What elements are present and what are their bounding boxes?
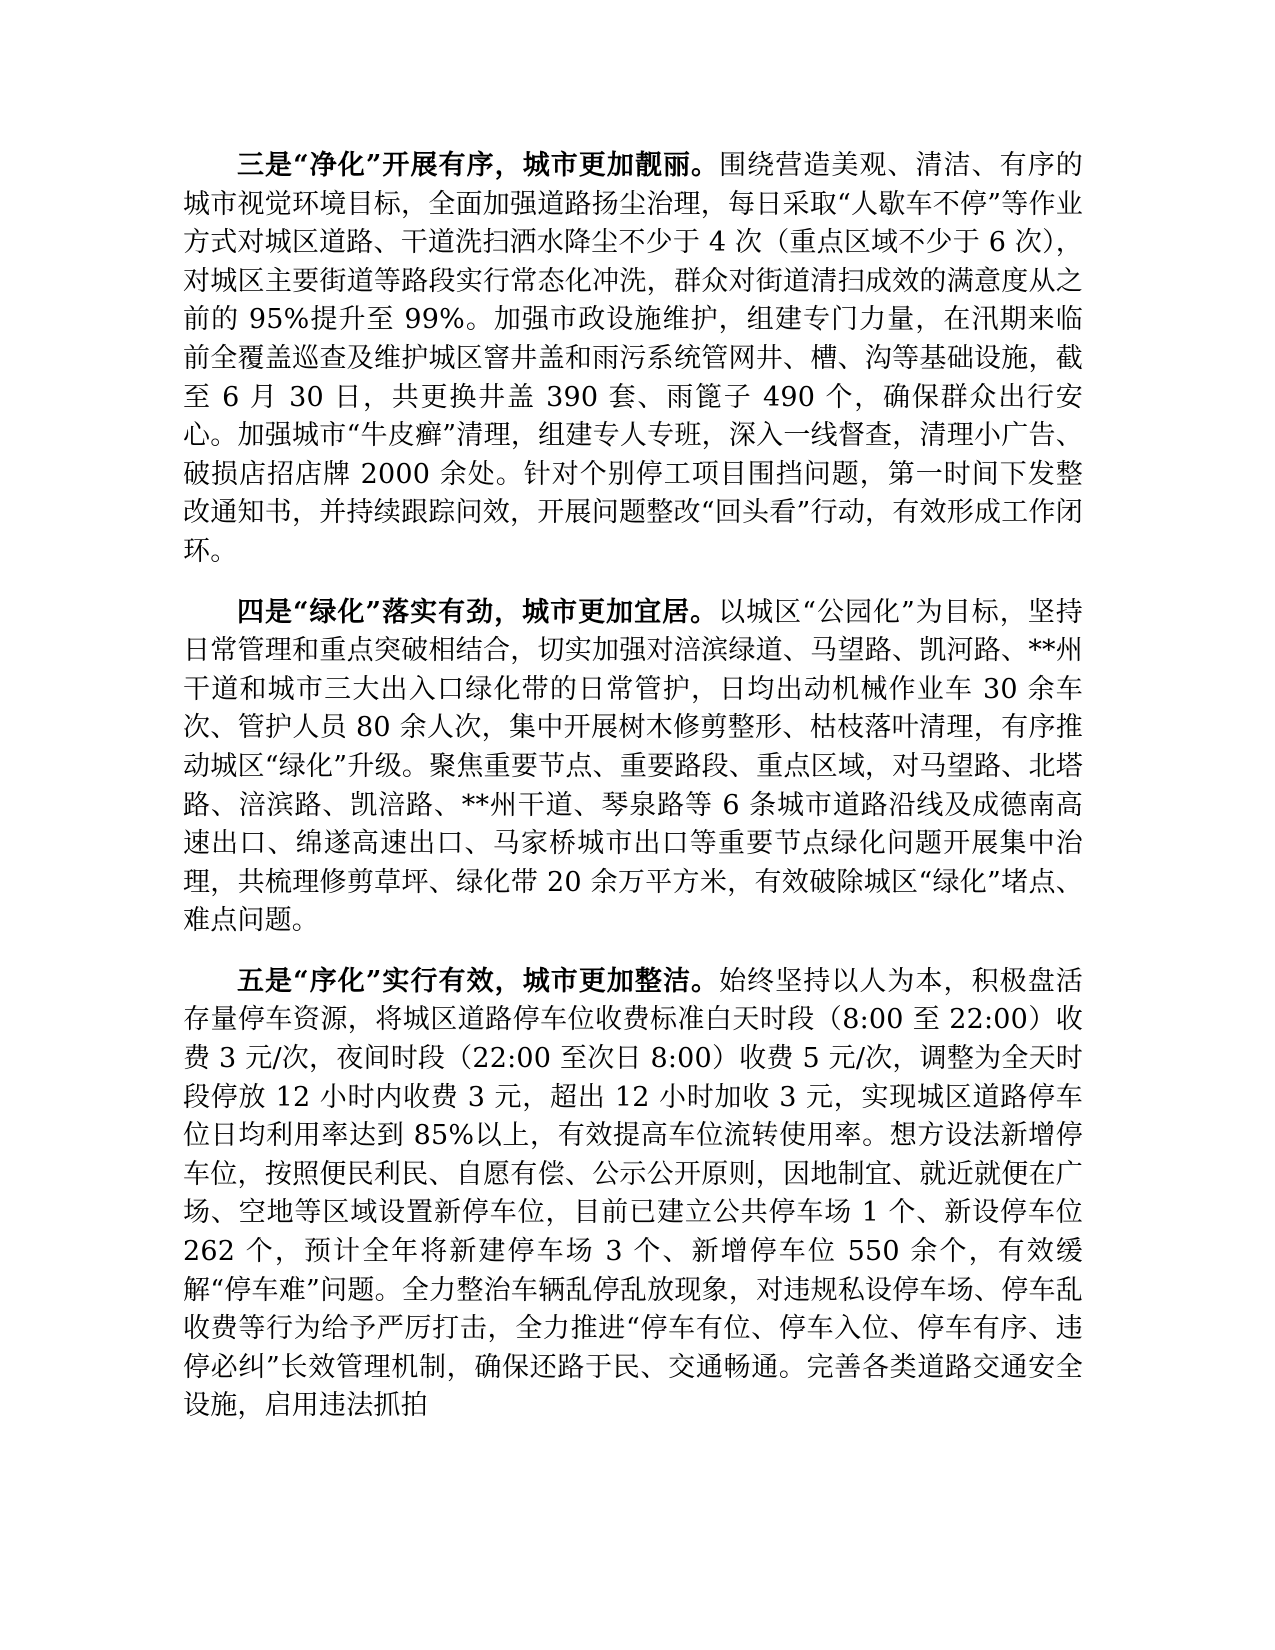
paragraph-heading: 三是“净化”开展有序，城市更加靓丽。 [237,150,720,181]
paragraph-purification [183,147,1083,572]
paragraph-body: 以城区“公园化”为目标，坚持日常管理和重点突破相结合，切实加强对涪滨绿道、马望路、凯河路、**州干道和城市三大出入口绿化带的日常管护，日均出动机械作业车 30 余车次、管护人员 80 余人次，集中开展树木修剪整形、枯枝落叶清理，有序推动城区“绿化”升级。聚焦重要节点、重要路段、重点区域，对马望路、北塔路、涪滨路、凯涪路、**州干道、琴泉路等 6 条城市道路沿线及成德南高速出口、绵遂高速出口、马家桥城市出口等重要节点绿化问题开展集中治理，共梳理修剪草坪、绿化带 20 余万平方米，有效破除城区“绿化”堵点、难点问题。 [183,596,1083,937]
document-body [183,147,1083,1426]
paragraph-greening [183,594,1083,941]
paragraph-ordering [183,963,1083,1426]
paragraph-heading: 四是“绿化”落实有劲，城市更加宜居。 [237,596,719,628]
paragraph-body: 始终坚持以人为本，积极盘活存量停车资源，将城区道路停车位收费标准白天时段（8:00 至 22:00）收费 3 元/次，夜间时段（22:00 至次日 8:00）收费 5 元/次，调整为全天时段停放 12 小时内收费 3 元，超出 12 小时加收 3 元，实现城区道路停车位日均利用率达到 85%以上，有效提高车位流转使用率。想方设法新增停车位，按照便民利民、自愿有偿、公示公开原则，因地制宜、就近就便在广场、空地等区域设置新停车位，目前已建立公共停车场 1 个、新设停车位 262 个，预计全年将新建停车场 3 个、新增停车位 550 余个，有效缓解“停车难”问题。全力整治车辆乱停乱放现象，对违规私设停车场、停车乱收费等行为给予严厉打击，全力推进“停车有位、停车入位、停车有序、违停必纠”长效管理机制，确保还路于民、交通畅通。完善各类道路交通安全设施，启用违法抓拍 [183,965,1083,1422]
paragraph-body: 围绕营造美观、清洁、有序的城市视觉环境目标，全面加强道路扬尘治理，每日采取“人歇车不停”等作业方式对城区道路、干道洗扫洒水降尘不少于 4 次（重点区域不少于 6 次），对城区主要街道等路段实行常态化冲洗，群众对街道清扫成效的满意度从之前的 95%提升至 99%。加强市政设施维护，组建专门力量，在汛期来临前全覆盖巡查及维护城区窨井盖和雨污系统管网井、槽、沟等基础设施，截至 6 月 30 日，共更换井盖 390 套、雨篦子 490 个，确保群众出行安心。加强城市“牛皮癣”清理，组建专人专班，深入一线督查，清理小广告、破损店招店牌 2000 余处。针对个别停工项目围挡问题，第一时间下发整改通知书，并持续跟踪问效，开展问题整改“回头看”行动，有效形成工作闭环。 [183,150,1083,567]
paragraph-heading: 五是“序化”实行有效，城市更加整洁。 [237,965,720,997]
